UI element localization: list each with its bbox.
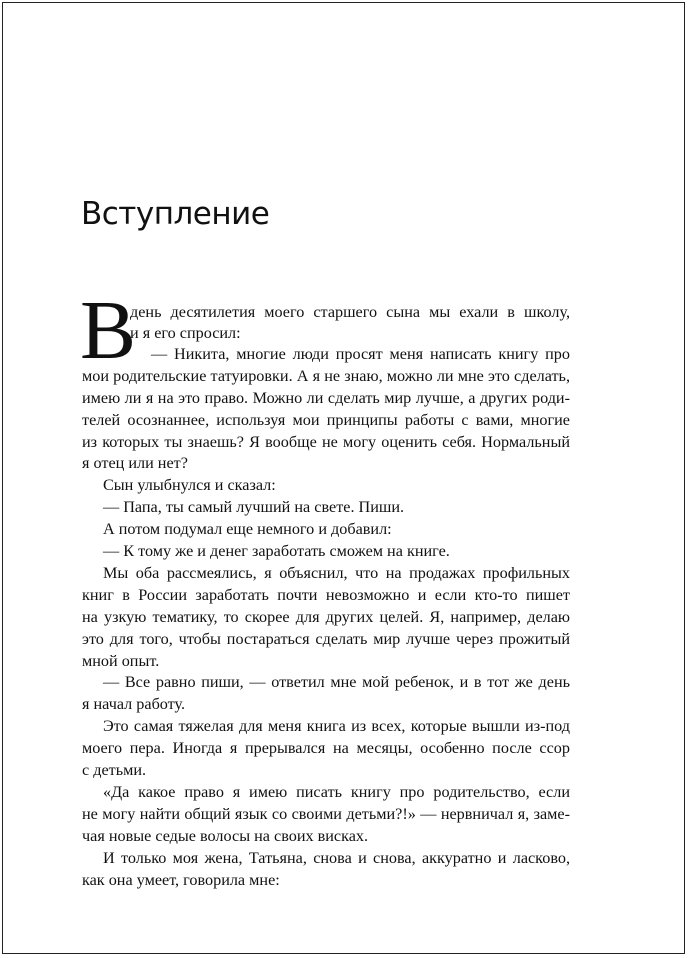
text-line: я начал работу. — [82, 695, 186, 713]
text-line: — Папа, ты самый лучший на свете. Пиши. — [103, 498, 405, 516]
text-line: И только моя жена, Татьяна, снова и снова, аккуратно и ласково, — [103, 849, 570, 867]
text-line: «Да какое право я имею писать книгу про родительство, если — [103, 783, 570, 801]
text-line: не могу найти общий язык со своими детьми?!» — нервничал я, заме- — [82, 805, 570, 823]
text-line: телей осознаннее, используя мои принципы работы с вами, многие — [82, 411, 570, 429]
text-line: мои родительские татуировки. А я не знаю, можно ли мне это сделать, — [82, 367, 570, 385]
text-line: как она умеет, говорила мне: — [82, 871, 280, 889]
text-line: и я его спросил: — [130, 324, 241, 342]
text-line: моего пера. Иногда я прерывался на месяцы, особенно после ссор — [82, 739, 570, 757]
text-line: день десятилетия моего старшего сына мы ехали в школу, — [130, 303, 570, 321]
text-line: с детьми. — [82, 761, 147, 779]
text-line: имею ли я на это право. Можно ли сделать мир лучше, а других роди- — [82, 389, 570, 407]
text-line: это для того, чтобы постараться сделать мир лучше через прожитый — [82, 630, 570, 648]
text-line: чая новые седые волосы на своих висках. — [82, 827, 369, 845]
text-line: мной опыт. — [82, 652, 160, 670]
text-line: я отец или нет? — [82, 454, 188, 472]
text-line: книг в России заработать почти невозможно и если кто-то пишет — [82, 586, 570, 604]
text-line: — Все равно пиши, — ответил мне мой ребенок, и в тот же день — [103, 673, 570, 691]
text-line: Мы оба рассмеялись, я объяснил, что на продажах профильных — [103, 564, 570, 582]
text-line: — К тому же и денег заработать сможем на книге. — [103, 542, 450, 560]
text-line: Сын улыбнулся и сказал: — [103, 476, 276, 494]
text-line: из которых ты знаешь? Я вообще не могу оценить себя. Нормальный — [82, 433, 570, 451]
text-line: на узкую тематику, то скорее для других целей. Я, например, делаю — [82, 608, 570, 626]
text-line: — Никита, многие люди просят меня написать книгу про — [151, 345, 570, 363]
text-line: Это самая тяжелая для меня книга из всех, которые вышли из-под — [103, 717, 570, 735]
text-line: А потом подумал еще немного и добавил: — [103, 520, 392, 538]
chapter-title: Вступление — [81, 196, 270, 232]
drop-cap: В — [80, 284, 137, 377]
